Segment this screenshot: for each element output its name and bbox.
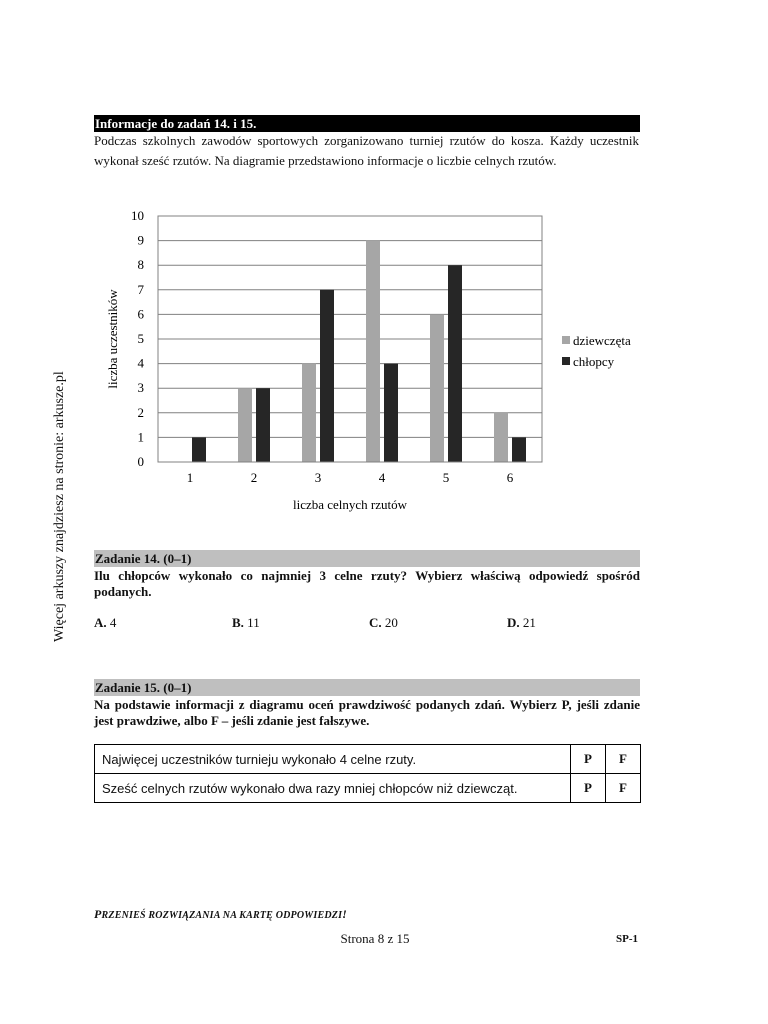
table-row (95, 774, 641, 803)
answer-letter: C. (369, 615, 382, 630)
true-false-table (94, 744, 641, 803)
info-header: Informacje do zadań 14. i 15. (94, 115, 640, 132)
bar-boys (256, 388, 270, 462)
option-p[interactable]: P (571, 774, 606, 803)
bar-girls (238, 388, 252, 462)
y-tick-label: 2 (137, 404, 144, 420)
bar-boys (512, 437, 526, 462)
task15-header: Zadanie 15. (0–1) (94, 679, 640, 696)
y-tick-label: 9 (137, 232, 144, 248)
transfer-answers-note (94, 907, 347, 922)
answer-b[interactable] (232, 615, 260, 631)
bar-girls (430, 314, 444, 462)
y-tick-label: 7 (137, 281, 144, 297)
bar-girls (366, 241, 380, 462)
bar-boys (320, 290, 334, 462)
y-tick-label: 4 (137, 355, 144, 371)
statement-cell: Najwięcej uczestników turnieju wykonało 4 celne rzuty. (95, 745, 571, 774)
legend-swatch (562, 336, 570, 344)
legend-label: chłopcy (573, 354, 615, 369)
side-note: Więcej arkuszy znajdziesz na stronie: arkusze.pl (52, 371, 67, 642)
legend-label: dziewczęta (573, 333, 631, 348)
page-number: Strona 8 z 15 (340, 931, 410, 946)
task14-question: Ilu chłopców wykonało co najmniej 3 celne rzuty? Wybierz właściwą odpowiedź spośród podanych. (94, 568, 640, 599)
option-f[interactable]: F (606, 745, 641, 774)
legend (562, 333, 631, 369)
bar-chart (92, 200, 662, 520)
note-end: ! (342, 907, 348, 921)
task14-header: Zadanie 14. (0–1) (94, 550, 640, 567)
answer-c[interactable] (369, 615, 398, 631)
gridlines (158, 216, 542, 462)
x-tick-labels (187, 470, 514, 485)
x-tick-label: 5 (442, 470, 450, 485)
x-tick-label: 2 (250, 470, 258, 485)
y-axis-label: liczba uczestników (105, 289, 120, 389)
exam-code: SP-1 (616, 933, 638, 945)
option-f[interactable]: F (606, 774, 641, 803)
answer-value: 20 (384, 615, 398, 630)
intro-text: Podczas szkolnych zawodów sportowych zorganizowano turniej rzutów do kosza. Każdy uczestnik wykonał sześć rzutów. Na diagramie przedstawiono informacje o liczbie celnych rzutów. (94, 133, 639, 168)
x-tick-label: 6 (506, 470, 514, 485)
y-tick-label: 3 (137, 380, 144, 396)
answer-value: 11 (247, 615, 260, 630)
note-body: RZENIEŚ ROZWIĄZANIA NA KARTĘ ODPOWIEDZI (101, 910, 343, 921)
answer-value: 21 (522, 615, 536, 630)
bars (192, 241, 526, 462)
y-tick-labels (131, 208, 145, 469)
x-tick-label: 4 (378, 470, 386, 485)
y-tick-label: 1 (137, 429, 144, 445)
y-tick-label: 6 (137, 306, 144, 322)
bar-girls (494, 413, 508, 462)
legend-swatch (562, 357, 570, 365)
answer-a[interactable] (94, 615, 116, 631)
statement-cell: Sześć celnych rzutów wykonało dwa razy mniej chłopców niż dziewcząt. (95, 774, 571, 803)
answer-letter: D. (507, 615, 520, 630)
bar-boys (384, 364, 398, 462)
bar-boys (448, 265, 462, 462)
answer-letter: B. (232, 615, 244, 630)
note-initial: P (94, 907, 102, 921)
answer-value: 4 (109, 615, 117, 630)
y-tick-label: 0 (137, 454, 144, 469)
table-row (95, 745, 641, 774)
bar-boys (192, 437, 206, 462)
answer-d[interactable] (507, 615, 536, 631)
x-tick-label: 3 (314, 470, 322, 485)
option-p[interactable]: P (571, 745, 606, 774)
x-axis-label: liczba celnych rzutów (292, 497, 408, 512)
bar-girls (302, 364, 316, 462)
y-tick-label: 10 (131, 208, 144, 223)
task15-question: Na podstawie informacji z diagramu oceń prawdziwość podanych zdań. Wybierz P, jeśli zdanie jest prawdziwe, albo F – jeśli zdanie jest fałszywe. (94, 697, 640, 728)
y-tick-label: 8 (137, 257, 144, 273)
x-tick-label: 1 (186, 470, 194, 485)
y-tick-label: 5 (137, 331, 144, 346)
answer-letter: A. (94, 615, 107, 630)
